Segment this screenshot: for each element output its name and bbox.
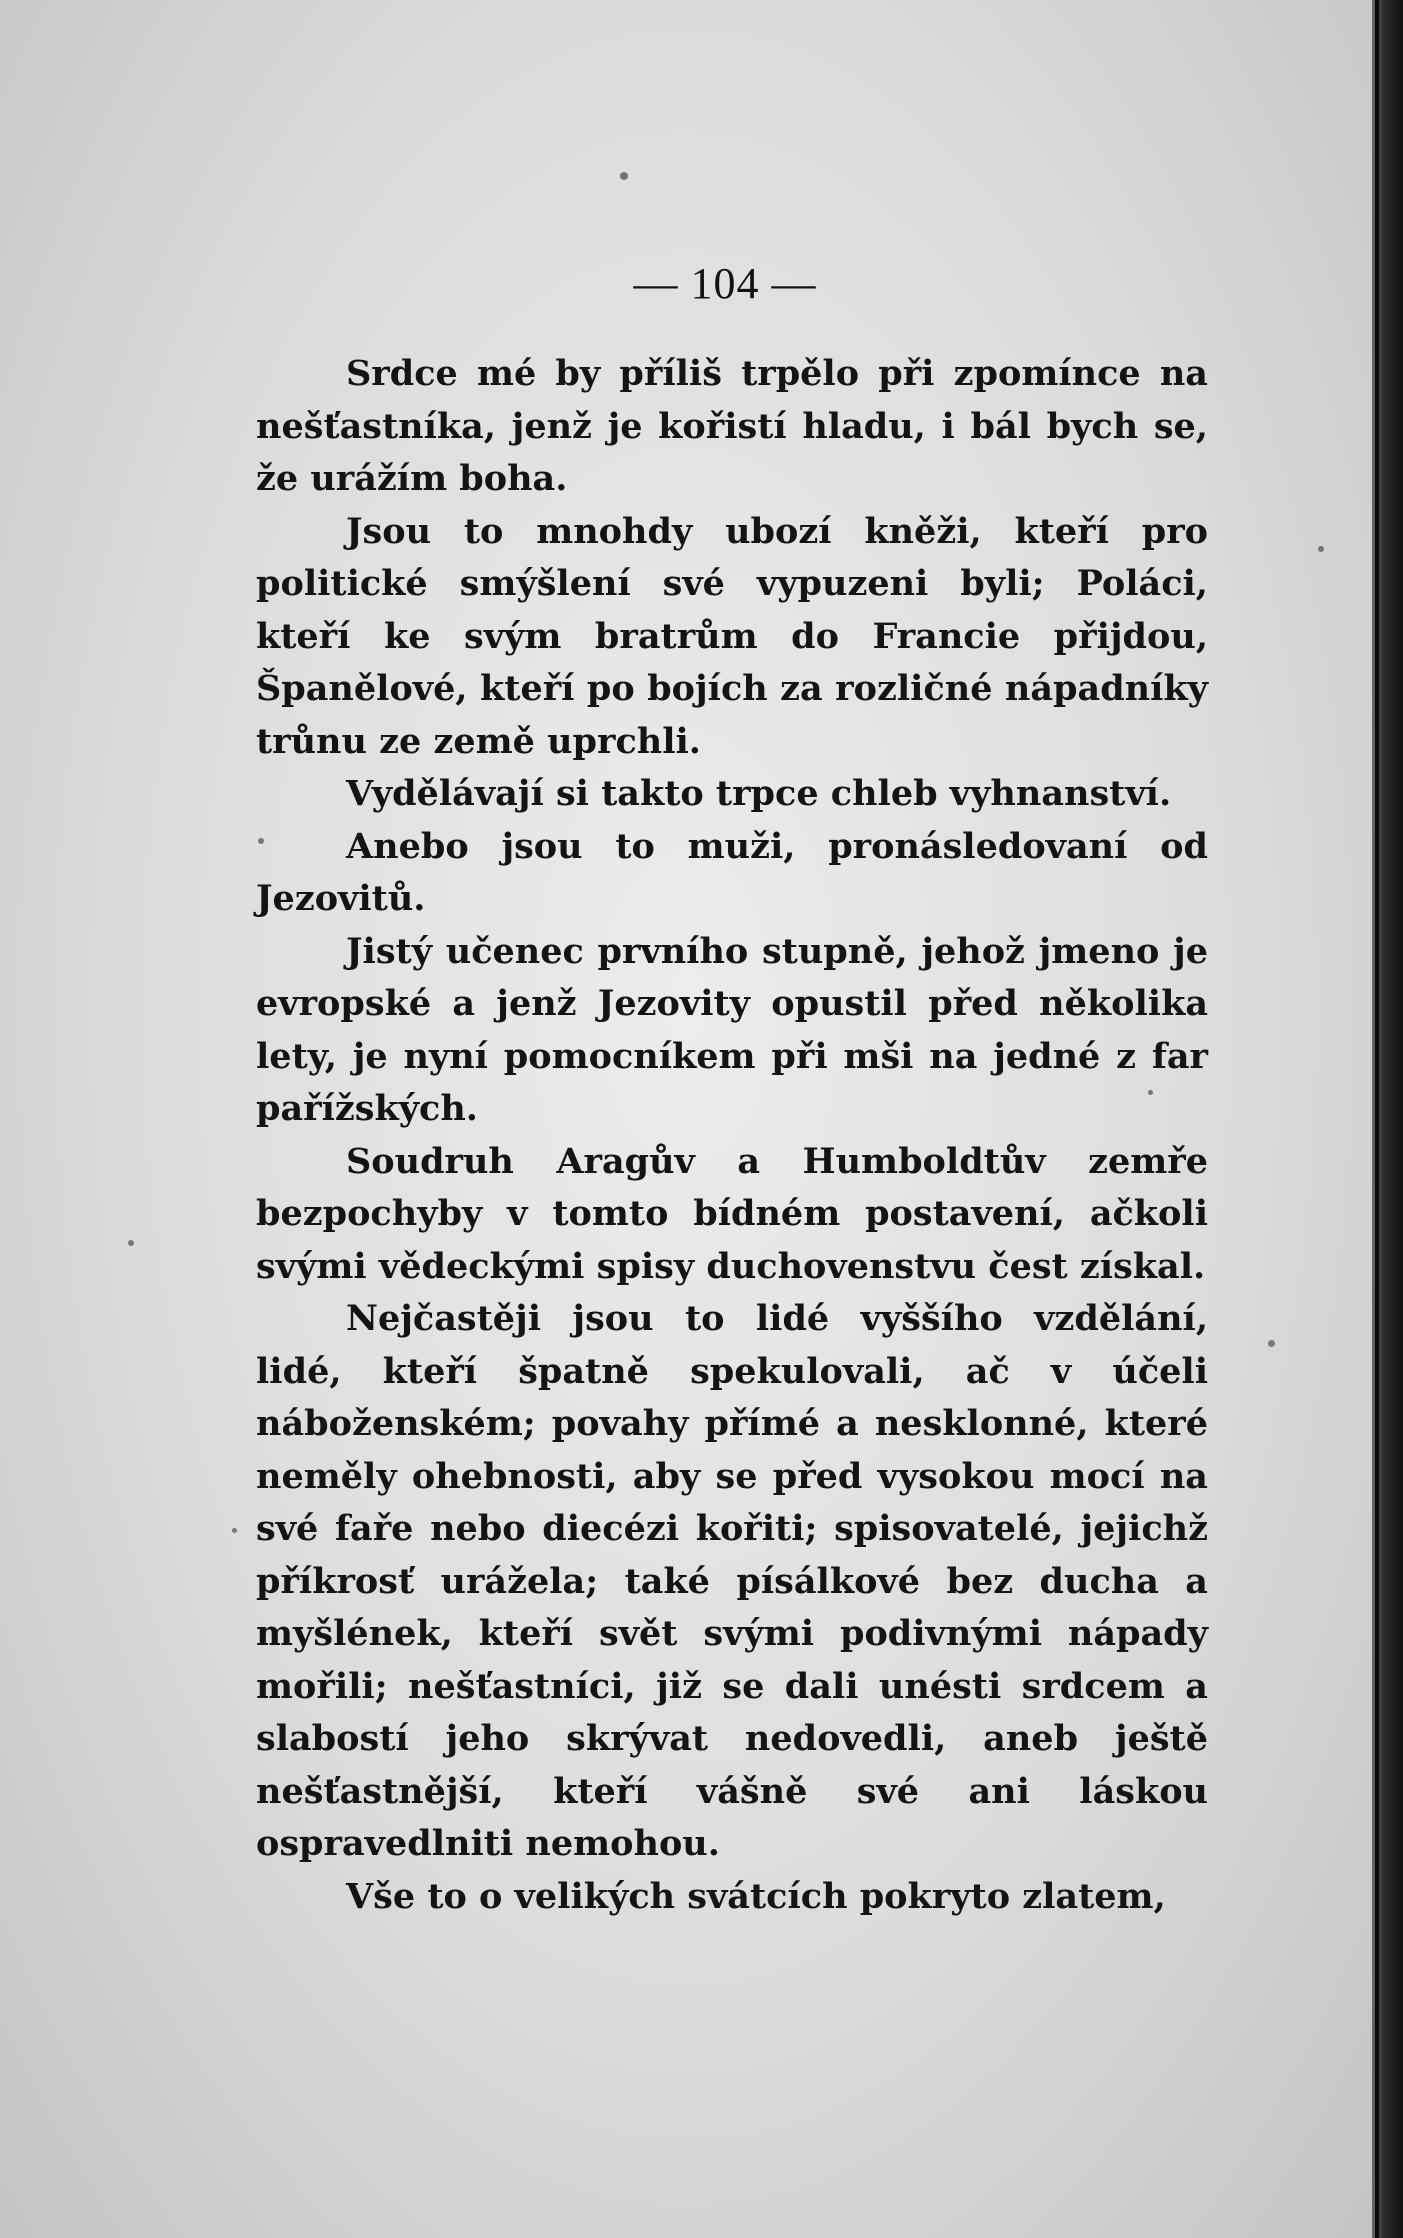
paragraph: Anebo jsou to muži, pronásledovaní od Jezovitů. <box>256 825 1208 919</box>
page-number: — 104 — <box>633 259 817 308</box>
paragraph: Nejčastěji jsou to lidé vyššího vzdělání, lidé, kteří špatně spekulovali, ač v účeli náboženském; povahy přímé a nesklonné, které neměly ohebnosti, aby se před vysokou mocí na své faře nebo diecézi kořiti; spisovatelé, jejichž příkrosť urážela; také písálkové bez ducha a myšlének, kteří svět svými podivnými nápady mořili; nešťastníci, již se dali unésti srdcem a slabostí jeho skrývat nedovedli, aneb ještě nešťastnější, kteří vášně své ani láskou ospravedlniti nemohou. <box>256 1298 1208 1864</box>
dust-speck <box>1268 1340 1275 1347</box>
paragraph: Vydělávají si takto trpce chleb vyhnanství. <box>346 773 1172 814</box>
dust-speck <box>1318 546 1324 552</box>
paragraph: Jistý učenec prvního stupně, jehož jmeno je evropské a jenž Jezovity opustil před několika lety, je nyní pomocníkem při mši na jedné z far pařížských. <box>256 930 1208 1129</box>
paragraph: Srdce mé by příliš trpělo při zpomínce na nešťastníka, jenž je kořistí hladu, i bál bych se, že urážím boha. <box>256 353 1208 499</box>
paragraph: Vše to o velikých svátcích pokryto zlatem, <box>346 1875 1166 1917</box>
dust-speck <box>620 172 628 180</box>
body-text <box>256 348 1208 1923</box>
dust-speck <box>128 1240 134 1246</box>
dust-speck <box>232 1528 237 1533</box>
paragraph: Jsou to mnohdy ubozí kněži, kteří pro politické smýšlení své vypuzeni byli; Poláci, kteří ke svým bratrům do Francie přijdou, Španělové, kteří po bojích za rozličné nápadníky trůnu ze země uprchli. <box>256 510 1208 762</box>
paragraph: Soudruh Aragův a Humboldtův zemře bezpochyby v tomto bídném postavení, ačkoli svými vědeckými spisy duchovenstvu čest získal. <box>256 1140 1208 1287</box>
binding-edge-line <box>1375 0 1379 2238</box>
